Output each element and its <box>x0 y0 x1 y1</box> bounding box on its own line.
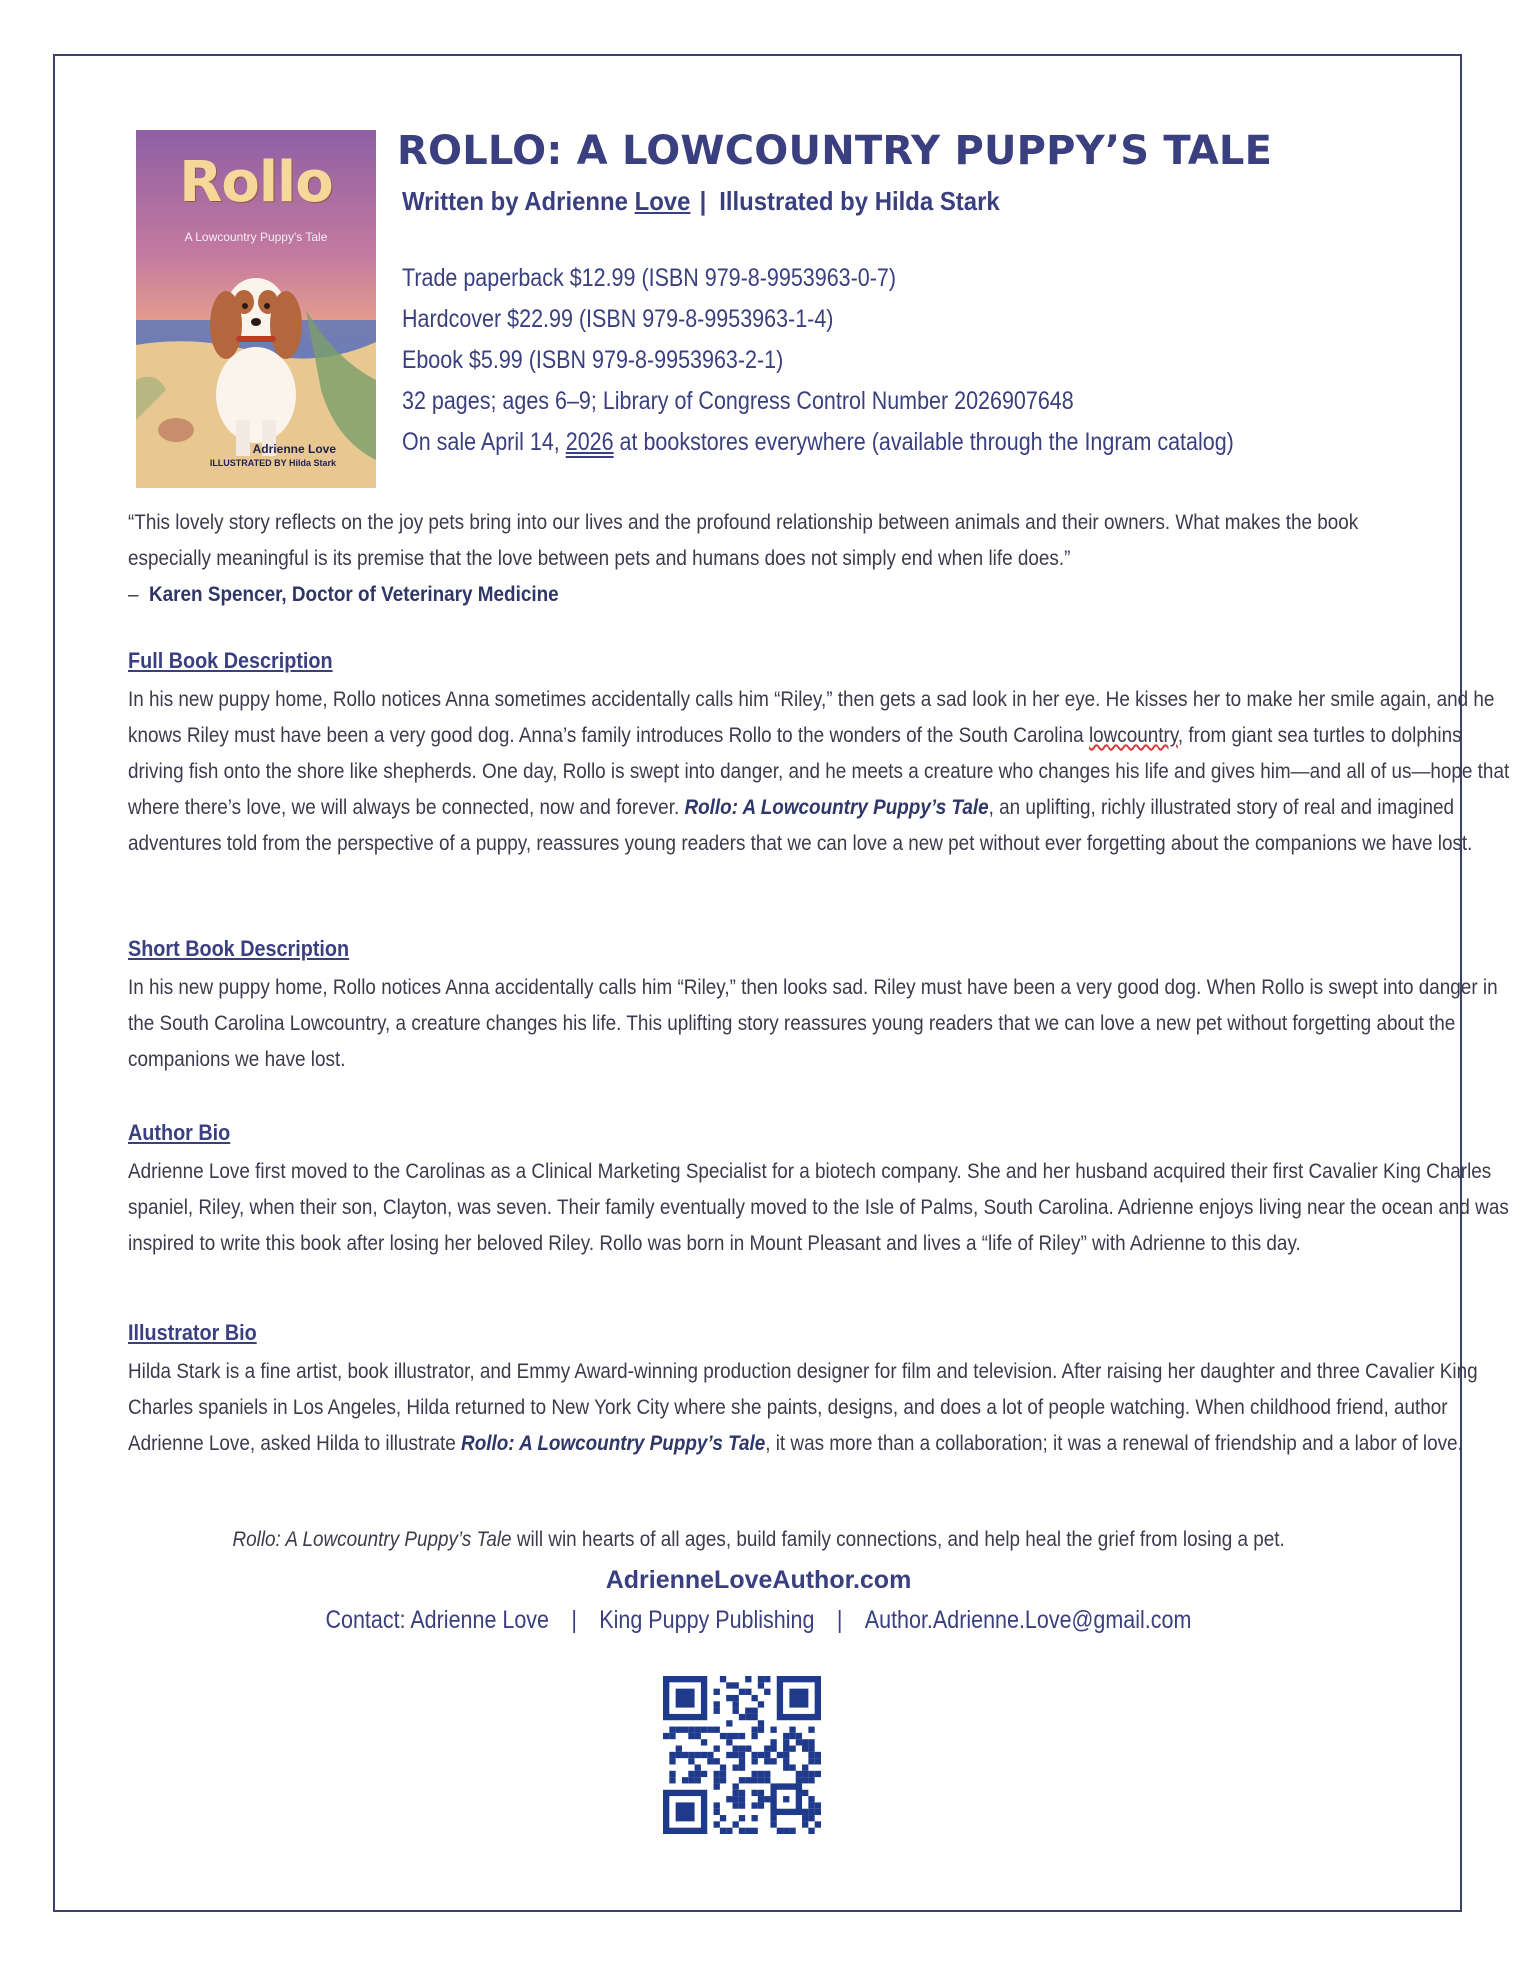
quote-text: “This lovely story reflects on the joy pets bring into our lives and the profound relationship between animals and their owners. What makes the book especially meaningful is its premise that the love between pets and humans does not simply end when life does.” <box>128 511 1359 570</box>
written-by-prefix: Written by Adrienne <box>402 186 635 216</box>
contact-separator: | <box>571 1606 578 1634</box>
on-sale-line <box>402 422 1234 463</box>
closing-book-title: Rollo: A Lowcountry Puppy’s Tale <box>232 1528 512 1551</box>
closing-statement <box>0 1528 1517 1552</box>
contact-line <box>0 1606 1517 1635</box>
specs-line: 32 pages; ages 6–9; Library of Congress Control Number 2026907648 <box>402 387 1074 415</box>
on-sale-year: 2026 <box>565 428 614 456</box>
ebook-line: Ebook $5.99 (ISBN 979-8-9953963-2-1) <box>402 346 784 374</box>
publisher-name: King Puppy Publishing <box>599 1606 815 1634</box>
quote-attribution: Karen Spencer, Doctor of Veterinary Medicine <box>149 583 559 606</box>
full-description-heading: Full Book Description <box>128 648 333 673</box>
on-sale-suffix: at bookstores everywhere (available through the Ingram catalog) <box>613 428 1234 456</box>
trade-paperback-line: Trade paperback $12.99 (ISBN 979-8-9953963-0-7) <box>402 264 897 292</box>
on-sale-prefix: On sale April 14, <box>402 428 566 456</box>
illustrated-by: Illustrated by Hilda Stark <box>719 186 1000 216</box>
book-details <box>402 258 1369 463</box>
book-title: ROLLO: A LOWCOUNTRY PUPPY’S TALE <box>397 128 1273 174</box>
short-description-heading: Short Book Description <box>128 936 350 961</box>
hardcover-line: Hardcover $22.99 (ISBN 979-8-9953963-1-4) <box>402 305 834 333</box>
illustrator-bio-part1: Hilda Stark is a fine artist, book illustrator, and Emmy Award-winning production designer for film and television. After raising her daughter and three Cavalier King Charles spaniels in Los Angeles, Hilda returned to New York City where she paints, designs, and does a lot of people watching. When childhood friend, author Adrienne Love, asked Hilda to illustrate <box>128 1360 1478 1455</box>
book-cover-image <box>136 130 376 488</box>
short-description-text: In his new puppy home, Rollo notices Anna accidentally calls him “Riley,” then looks sad. Riley must have been a very good dog. When Rollo is swept into danger in the South Carolina Lowcountry, a creature changes his life. This uplifting story reassures young readers that we can love a new pet without forgetting about the companions we have lost. <box>128 976 1498 1071</box>
quote-dash: – <box>128 583 139 606</box>
author-bio-text: Adrienne Love first moved to the Carolinas as a Clinical Marketing Specialist for a biotech company. She and her husband acquired their first Cavalier King Charles spaniel, Riley, when their son, Clayton, was seven. Their family eventually moved to the Isle of Palms, South Carolina. Adrienne enjoys living near the ocean and was inspired to write this book after losing her beloved Riley. Rollo was born in Mount Pleasant and lives a “life of Riley” with Adrienne to this day. <box>128 1160 1509 1255</box>
credit-separator: | <box>699 186 707 216</box>
credit-line <box>402 186 1000 217</box>
illustrator-bio-heading: Illustrator Bio <box>128 1320 257 1345</box>
cover-title: Rollo <box>179 150 333 215</box>
full-description-text <box>128 682 1514 862</box>
contact-name: Contact: Adrienne Love <box>325 1606 550 1634</box>
author-bio-heading: Author Bio <box>128 1120 231 1145</box>
illustrator-bio-part2: , it was more than a collaboration; it was a renewal of friendship and a labor of love. <box>765 1432 1463 1455</box>
cover-subtitle: A Lowcountry Puppy's Tale <box>184 230 328 244</box>
contact-separator: | <box>836 1606 843 1634</box>
author-name-link[interactable]: Love <box>634 186 691 216</box>
illustrator-bio-text <box>128 1354 1514 1462</box>
review-quote <box>128 505 1418 613</box>
cover-illustrator: ILLUSTRATED BY Hilda Stark <box>209 458 336 468</box>
book-title-emphasis: Rollo: A Lowcountry Puppy’s Tale <box>461 1432 766 1455</box>
closing-text: will win hearts of all ages, build family connections, and help heal the grief from losing a pet. <box>511 1528 1285 1551</box>
full-description-part2: , from giant sea turtles to dolphins driving fish onto the shore like shepherds. One day, Rollo is swept into danger, and he meets a creature who changes his life and gives him—and all of us—hope that where there’s love, we will always be connected, now and forever. <box>128 724 1510 819</box>
spellcheck-flagged-word: lowcountry <box>1088 724 1178 747</box>
cover-author: Adrienne Love <box>252 442 336 456</box>
email-link[interactable]: Author.Adrienne.Love@gmail.com <box>864 1606 1192 1634</box>
full-description-part1: In his new puppy home, Rollo notices Anna sometimes accidentally calls him “Riley,” then gets a sad look in her eye. He kisses her to make her smile again, and he knows Riley must have been a very good dog. Anna’s family introduces Rollo to the wonders of the South Carolina <box>128 688 1495 747</box>
qr-code-icon[interactable] <box>663 1676 821 1834</box>
website-link[interactable]: AdrienneLoveAuthor.com <box>605 1566 912 1594</box>
book-title-emphasis: Rollo: A Lowcountry Puppy’s Tale <box>684 796 989 819</box>
quote-attribution-line <box>128 577 1406 613</box>
full-description-part3: , an uplifting, richly illustrated story of real and imagined adventures told from the perspective of a puppy, reassures young readers that we can love a new pet without ever forgetting about the companions we have lost. <box>128 796 1473 855</box>
